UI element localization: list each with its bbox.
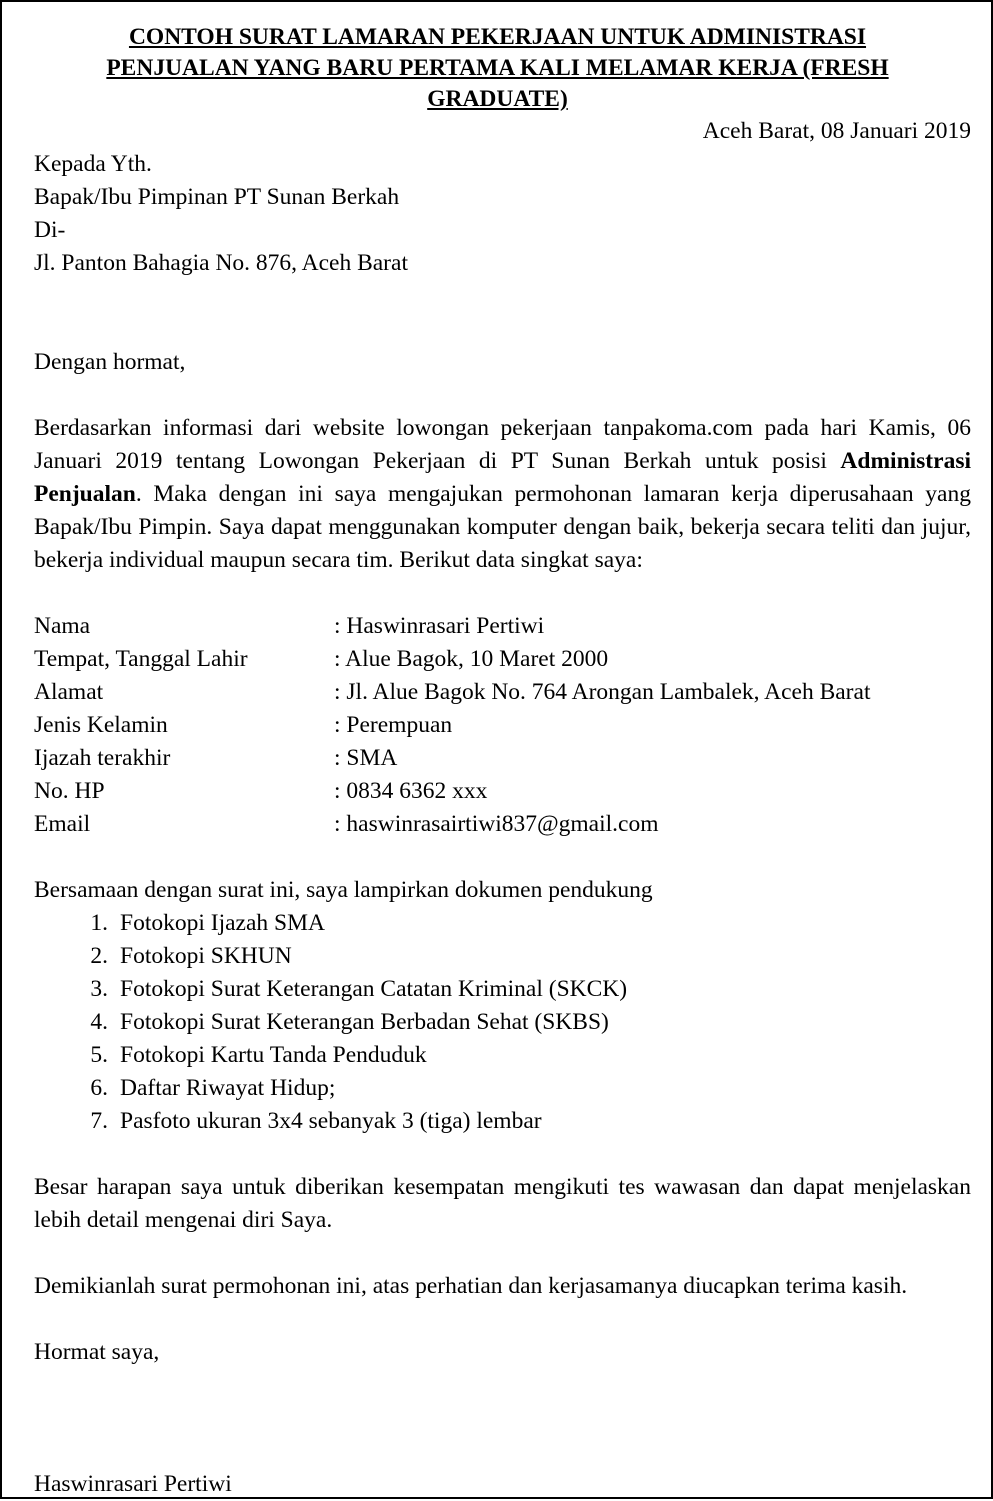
recipient-at: Di- — [34, 217, 66, 243]
personal-data-row — [34, 676, 971, 709]
attachment-number: 5. — [90, 1042, 108, 1068]
attachment-number: 3. — [90, 976, 108, 1002]
personal-data-label: Ijazah terakhir — [34, 745, 171, 771]
attachments-intro: Bersamaan dengan surat ini, saya lampirkan dokumen pendukung — [34, 877, 653, 903]
personal-data-value: : Jl. Alue Bagok No. 764 Arongan Lambalek, Aceh Barat — [334, 679, 871, 705]
personal-data-row — [34, 742, 971, 775]
attachment-number: 6. — [90, 1075, 108, 1101]
attachment-item — [34, 907, 971, 940]
recipient-name: Bapak/Ibu Pimpinan PT Sunan Berkah — [34, 184, 400, 210]
attachment-item — [34, 1105, 971, 1138]
recipient-to: Kepada Yth. — [34, 151, 152, 177]
personal-data-value: : 0834 6362 xxx — [334, 778, 488, 804]
personal-data-label: Tempat, Tanggal Lahir — [34, 646, 248, 672]
recipient-address: Jl. Panton Bahagia No. 876, Aceh Barat — [34, 250, 408, 276]
personal-data-value: : Perempuan — [334, 712, 453, 738]
attachment-item — [34, 973, 971, 1006]
personal-data-label: Alamat — [34, 679, 104, 705]
title-line-2: PENJUALAN YANG BARU PERTAMA KALI MELAMAR KERJA (FRESH — [106, 55, 889, 81]
attachment-number: 1. — [90, 910, 108, 936]
letter-date: Aceh Barat, 08 Januari 2019 — [702, 118, 971, 144]
attachments-list — [34, 907, 971, 1138]
attachment-number: 2. — [90, 943, 108, 969]
intro-part-1: Berdasarkan informasi dari website lowongan pekerjaan tanpakoma.com pada hari Kamis, 06 Januari 2019 tentang Lowongan Pekerjaan di PT Sunan Berkah untuk posisi — [34, 415, 971, 474]
personal-data-row — [34, 808, 971, 841]
attachment-text: Fotokopi Surat Keterangan Catatan Kriminal (SKCK) — [120, 976, 628, 1002]
personal-data-row — [34, 643, 971, 676]
personal-data-value: : haswinrasairtiwi837@gmail.com — [334, 811, 659, 837]
attachment-item — [34, 1006, 971, 1039]
regards: Hormat saya, — [34, 1339, 160, 1365]
greeting: Dengan hormat, — [34, 349, 186, 375]
personal-data-row — [34, 610, 971, 643]
personal-data-label: Jenis Kelamin — [34, 712, 168, 738]
attachment-text: Daftar Riwayat Hidup; — [120, 1075, 336, 1101]
attachment-text: Fotokopi Kartu Tanda Penduduk — [120, 1042, 427, 1068]
personal-data-value: : SMA — [334, 745, 398, 771]
attachment-item — [34, 1039, 971, 1072]
attachment-item — [34, 940, 971, 973]
signer-name: Haswinrasari Pertiwi — [34, 1471, 232, 1497]
closing-hope: Besar harapan saya untuk diberikan kesempatan mengikuti tes wawasan dan dapat menjelaskan lebih detail mengenai diri Saya. — [34, 1174, 971, 1233]
personal-data-list — [34, 610, 971, 841]
personal-data-value: : Haswinrasari Pertiwi — [334, 613, 545, 639]
title-line-1: CONTOH SURAT LAMARAN PEKERJAAN UNTUK ADMINISTRASI — [128, 24, 867, 50]
letter-title — [34, 22, 961, 115]
intro-text — [34, 412, 971, 577]
personal-data-row — [34, 775, 971, 808]
intro-position: Administrasi Penjualan — [34, 448, 971, 507]
personal-data-row — [34, 709, 971, 742]
attachment-text: Fotokopi Surat Keterangan Berbadan Sehat (SKBS) — [120, 1009, 609, 1035]
personal-data-label: Nama — [34, 613, 91, 639]
attachment-text: Pasfoto ukuran 3x4 sebanyak 3 (tiga) lembar — [120, 1108, 542, 1134]
personal-data-label: No. HP — [34, 778, 105, 804]
attachment-number: 7. — [90, 1108, 108, 1134]
intro-part-2: . Maka dengan ini saya mengajukan permohonan lamaran kerja diperusahaan yang Bapak/Ibu Pimpin. Saya dapat menggunakan komputer dengan baik, bekerja secara teliti dan jujur, bekerja individual maupun secara tim. Berikut data singkat saya: — [34, 481, 971, 573]
attachment-number: 4. — [90, 1009, 108, 1035]
attachment-text: Fotokopi SKHUN — [120, 943, 292, 969]
intro-paragraph — [34, 412, 971, 577]
personal-data-label: Email — [34, 811, 91, 837]
attachment-item — [34, 1072, 971, 1105]
attachment-text: Fotokopi Ijazah SMA — [120, 910, 325, 936]
recipient-block — [34, 148, 971, 280]
closing-thanks: Demikianlah surat permohonan ini, atas perhatian dan kerjasamanya diucapkan terima kasih. — [34, 1273, 908, 1299]
title-line-3: GRADUATE) — [427, 86, 568, 112]
personal-data-value: : Alue Bagok, 10 Maret 2000 — [334, 646, 609, 672]
